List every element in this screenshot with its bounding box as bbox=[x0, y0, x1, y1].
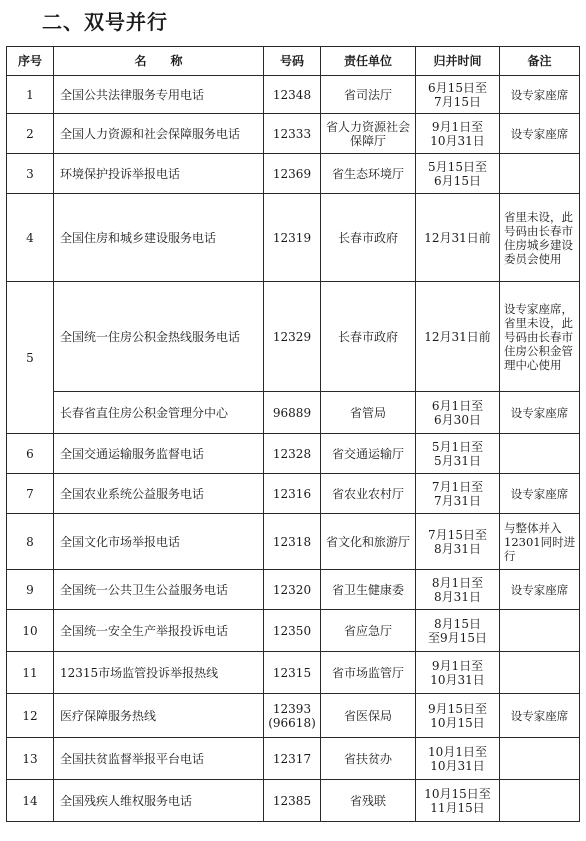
row-note: 设专家座席 bbox=[500, 570, 580, 610]
table-row bbox=[7, 694, 580, 738]
row-unit: 省文化和旅游厅 bbox=[321, 514, 416, 570]
row-name: 全国农业系统公益服务电话 bbox=[54, 474, 264, 514]
table-row bbox=[7, 194, 580, 282]
row-time: 5月1日至 5月31日 bbox=[416, 434, 500, 474]
row-time: 9月15日至 10月15日 bbox=[416, 694, 500, 738]
col-header-no: 序号 bbox=[7, 47, 54, 76]
row-name: 全国公共法律服务专用电话 bbox=[54, 76, 264, 114]
row-number: 12315 bbox=[264, 652, 321, 694]
row-no: 3 bbox=[7, 154, 54, 194]
row-unit: 省扶贫办 bbox=[321, 738, 416, 780]
row-no: 13 bbox=[7, 738, 54, 780]
row-note: 设专家座席，省里未设，此号码由长春市住房公积金管理中心使用 bbox=[500, 282, 580, 392]
row-time: 8月15日 至9月15日 bbox=[416, 610, 500, 652]
row-note: 省里未设，此号码由长春市住房城乡建设委员会使用 bbox=[500, 194, 580, 282]
table-row bbox=[7, 114, 580, 154]
row-time: 12月31日前 bbox=[416, 282, 500, 392]
row-time: 5月15日至 6月15日 bbox=[416, 154, 500, 194]
row-number: 12328 bbox=[264, 434, 321, 474]
row-unit: 省市场监管厅 bbox=[321, 652, 416, 694]
row-time: 10月1日至 10月31日 bbox=[416, 738, 500, 780]
col-header-number: 号码 bbox=[264, 47, 321, 76]
row-no: 4 bbox=[7, 194, 54, 282]
row-note bbox=[500, 780, 580, 822]
row-no: 2 bbox=[7, 114, 54, 154]
row-name: 全国交通运输服务监督电话 bbox=[54, 434, 264, 474]
row-no: 12 bbox=[7, 694, 54, 738]
row-no: 7 bbox=[7, 474, 54, 514]
row-number: 12320 bbox=[264, 570, 321, 610]
row-name: 全国扶贫监督举报平台电话 bbox=[54, 738, 264, 780]
row-number: 12317 bbox=[264, 738, 321, 780]
row-unit: 省农业农村厅 bbox=[321, 474, 416, 514]
row-unit: 省交通运输厅 bbox=[321, 434, 416, 474]
table-row bbox=[7, 652, 580, 694]
col-header-time: 归并时间 bbox=[416, 47, 500, 76]
row-no: 8 bbox=[7, 514, 54, 570]
row-name: 12315市场监管投诉举报热线 bbox=[54, 652, 264, 694]
col-header-note: 备注 bbox=[500, 47, 580, 76]
row-time: 7月15日至 8月31日 bbox=[416, 514, 500, 570]
row-time: 9月1日至 10月31日 bbox=[416, 652, 500, 694]
row-unit: 省管局 bbox=[321, 392, 416, 434]
section-heading: 二、双号并行 bbox=[42, 10, 168, 34]
row-time: 12月31日前 bbox=[416, 194, 500, 282]
row-name: 医疗保障服务热线 bbox=[54, 694, 264, 738]
table-row bbox=[7, 780, 580, 822]
row-number: 12385 bbox=[264, 780, 321, 822]
row-note: 与整体并入12301同时进行 bbox=[500, 514, 580, 570]
table-row bbox=[7, 434, 580, 474]
row-time: 9月1日至 10月31日 bbox=[416, 114, 500, 154]
row-name: 长春省直住房公积金管理分中心 bbox=[54, 392, 264, 434]
table-row bbox=[7, 738, 580, 780]
row-time: 8月1日至 8月31日 bbox=[416, 570, 500, 610]
row-no: 1 bbox=[7, 76, 54, 114]
row-no: 5 bbox=[7, 282, 54, 434]
row-name: 全国文化市场举报电话 bbox=[54, 514, 264, 570]
hotline-table bbox=[6, 46, 580, 822]
table-row bbox=[7, 282, 580, 392]
row-note bbox=[500, 154, 580, 194]
row-unit: 省生态环境厅 bbox=[321, 154, 416, 194]
row-time: 6月1日至 6月30日 bbox=[416, 392, 500, 434]
row-number: 12319 bbox=[264, 194, 321, 282]
row-number: 12316 bbox=[264, 474, 321, 514]
row-time: 6月15日至 7月15日 bbox=[416, 76, 500, 114]
row-name: 全国统一公共卫生公益服务电话 bbox=[54, 570, 264, 610]
row-name: 全国残疾人维权服务电话 bbox=[54, 780, 264, 822]
row-unit: 省残联 bbox=[321, 780, 416, 822]
row-no: 9 bbox=[7, 570, 54, 610]
table-row bbox=[7, 392, 580, 434]
row-unit: 省应急厅 bbox=[321, 610, 416, 652]
row-unit: 省人力资源社会保障厅 bbox=[321, 114, 416, 154]
table-row bbox=[7, 76, 580, 114]
row-time: 10月15日至 11月15日 bbox=[416, 780, 500, 822]
row-note: 设专家座席 bbox=[500, 694, 580, 738]
row-time: 7月1日至 7月31日 bbox=[416, 474, 500, 514]
row-number: 12393 (96618) bbox=[264, 694, 321, 738]
row-unit: 省卫生健康委 bbox=[321, 570, 416, 610]
table-row bbox=[7, 570, 580, 610]
row-no: 6 bbox=[7, 434, 54, 474]
col-header-name: 名 称 bbox=[54, 47, 264, 76]
row-unit: 长春市政府 bbox=[321, 194, 416, 282]
row-name: 全国统一安全生产举报投诉电话 bbox=[54, 610, 264, 652]
row-note: 设专家座席 bbox=[500, 76, 580, 114]
row-unit: 省医保局 bbox=[321, 694, 416, 738]
row-number: 12350 bbox=[264, 610, 321, 652]
row-name: 全国住房和城乡建设服务电话 bbox=[54, 194, 264, 282]
row-no: 11 bbox=[7, 652, 54, 694]
row-name: 全国人力资源和社会保障服务电话 bbox=[54, 114, 264, 154]
header-row bbox=[7, 47, 580, 76]
table-row bbox=[7, 610, 580, 652]
row-name: 全国统一住房公积金热线服务电话 bbox=[54, 282, 264, 392]
row-number: 12329 bbox=[264, 282, 321, 392]
table-row bbox=[7, 474, 580, 514]
row-note bbox=[500, 652, 580, 694]
row-note bbox=[500, 434, 580, 474]
table-row bbox=[7, 154, 580, 194]
row-number: 12348 bbox=[264, 76, 321, 114]
row-number: 12369 bbox=[264, 154, 321, 194]
row-unit: 长春市政府 bbox=[321, 282, 416, 392]
row-no: 10 bbox=[7, 610, 54, 652]
table-row bbox=[7, 514, 580, 570]
col-header-unit: 责任单位 bbox=[321, 47, 416, 76]
row-number: 12318 bbox=[264, 514, 321, 570]
row-unit: 省司法厅 bbox=[321, 76, 416, 114]
row-note bbox=[500, 738, 580, 780]
row-no: 14 bbox=[7, 780, 54, 822]
row-name: 环境保护投诉举报电话 bbox=[54, 154, 264, 194]
row-number: 12333 bbox=[264, 114, 321, 154]
row-note: 设专家座席 bbox=[500, 114, 580, 154]
row-note bbox=[500, 610, 580, 652]
row-note: 设专家座席 bbox=[500, 392, 580, 434]
row-number: 96889 bbox=[264, 392, 321, 434]
row-note: 设专家座席 bbox=[500, 474, 580, 514]
